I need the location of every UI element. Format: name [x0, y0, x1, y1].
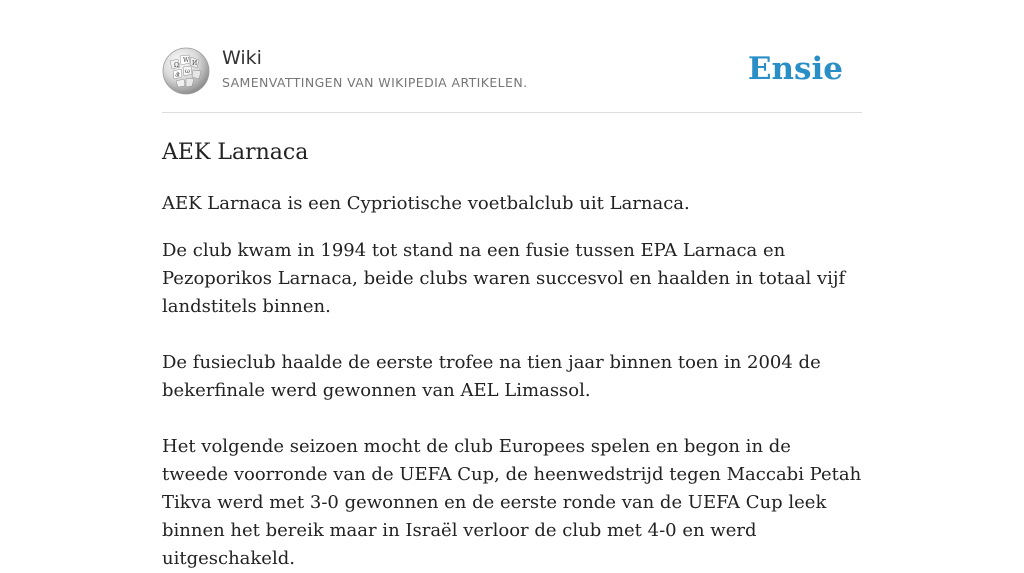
- svg-text:W: W: [183, 57, 190, 64]
- wikipedia-globe-graphic: [162, 47, 210, 95]
- article-content: [162, 138, 862, 573]
- svg-text:ऄ: ऄ: [175, 72, 180, 79]
- wikipedia-globe-icon[interactable]: [162, 47, 210, 95]
- ensie-brand-link[interactable]: Ensie: [747, 51, 843, 87]
- article-paragraph-2: De club kwam in 1994 tot stand na een fusie tussen EPA Larnaca en Pezoporikos Larnaca, beide clubs waren succesvol en haalden in totaal vijf landstitels binnen.: [162, 240, 846, 317]
- site-tagline: SAMENVATTINGEN VAN WIKIPEDIA ARTIKELEN.: [222, 75, 528, 90]
- article-title: AEK Larnaca: [162, 140, 309, 165]
- site-title-link[interactable]: Wiki: [222, 47, 262, 69]
- article-paragraph-3: De fusieclub haalde de eerste trofee na tien jaar binnen toen in 2004 de bekerfinale werd gewonnen van AEL Limassol.: [162, 352, 821, 401]
- site-header: [162, 44, 862, 113]
- svg-text:И: И: [192, 60, 198, 67]
- article-paragraph-1: AEK Larnaca is een Cypriotische voetbalclub uit Larnaca.: [162, 193, 690, 214]
- article-paragraph-4: Het volgende seizoen mocht de club Europees spelen en begon in de tweede voorronde van de UEFA Cup, de heenwedstrijd tegen Maccabi Petah Tikva werd met 3-0 gewonnen en de eerste ronde van de UEFA Cup leek binnen het bereik maar in Israël verloor de club met 4-0 en werd uitgeschakeld.: [162, 436, 862, 569]
- svg-text:ω: ω: [185, 68, 190, 75]
- svg-text:Ω: Ω: [174, 62, 179, 69]
